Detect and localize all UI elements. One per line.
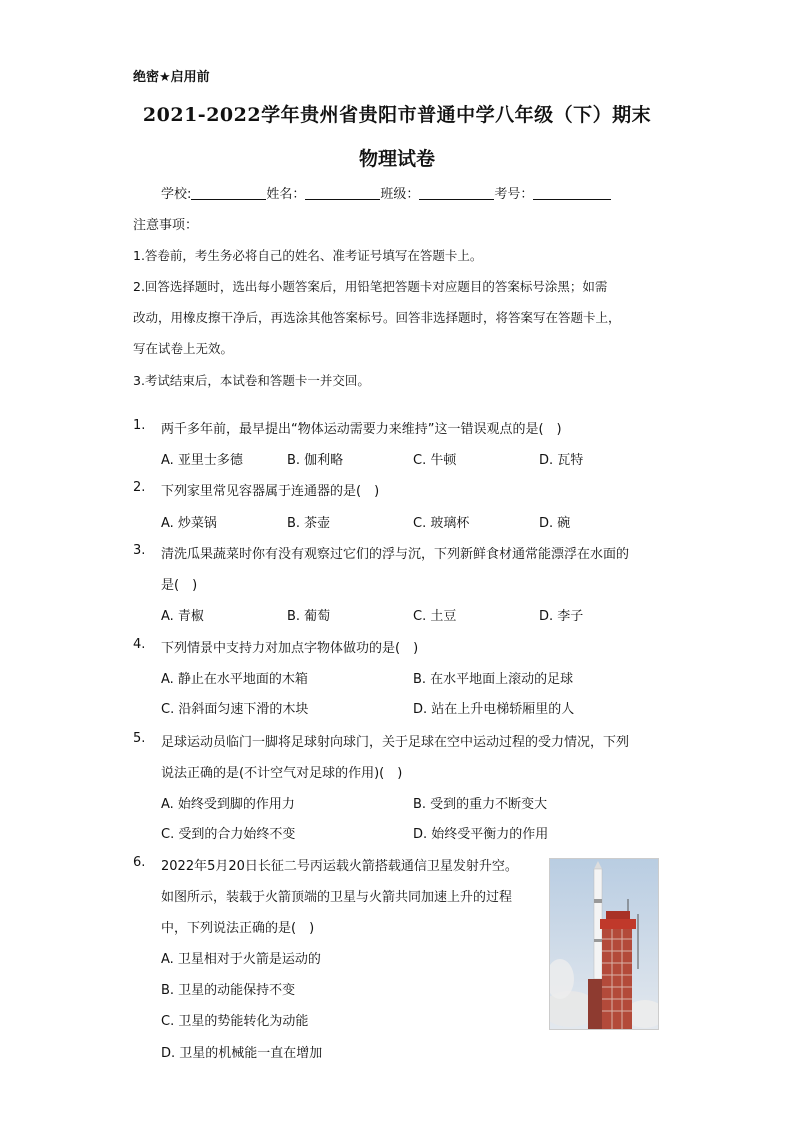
option-c: C. 沿斜面匀速下滑的木块 xyxy=(161,702,309,717)
question-number: 2. xyxy=(133,480,146,495)
option-c: C. 牛顿 xyxy=(413,453,457,468)
option-b: B. 在水平地面上滚动的足球 xyxy=(413,672,574,687)
question-text-cont: 如图所示，装载于火箭顶端的卫星与火箭共同加速上升的过程 xyxy=(161,890,513,905)
option-a: A. 青椒 xyxy=(161,609,204,624)
option-a: A. 卫星相对于火箭是运动的 xyxy=(161,952,321,967)
exam-no-blank[interactable] xyxy=(533,186,611,200)
question-text: 下列情景中支持力对加点字物体做功的是( ) xyxy=(161,641,419,656)
question-text: 2022年5月20日长征二号丙运载火箭搭载通信卫星发射升空。 xyxy=(161,859,518,874)
question-number: 1. xyxy=(133,418,146,433)
rocket-illustration xyxy=(550,859,658,1029)
exam-title: 2021-2022学年贵州省贵阳市普通中学八年级（下）期末 xyxy=(142,104,652,126)
name-blank[interactable] xyxy=(305,186,380,200)
option-a: A. 始终受到脚的作用力 xyxy=(161,797,295,812)
option-d: D. 瓦特 xyxy=(539,453,584,468)
option-a: A. 静止在水平地面的木箱 xyxy=(161,672,308,687)
exam-no-label: 考号： xyxy=(494,187,534,202)
option-b: B. 葡萄 xyxy=(287,609,331,624)
question-text: 两千多年前，最早提出“物体运动需要力来维持”这一错误观点的是( ) xyxy=(161,422,562,437)
option-b: B. 伽利略 xyxy=(287,453,344,468)
option-d: D. 始终受平衡力的作用 xyxy=(413,827,549,842)
notice-item-2-line-3: 写在试卷上无效。 xyxy=(133,341,234,356)
question-text: 清洗瓜果蔬菜时你有没有观察过它们的浮与沉，下列新鲜食材通常能漂浮在水面的 xyxy=(161,547,630,562)
question-text: 下列家里常见容器属于连通器的是( ) xyxy=(161,484,380,499)
notice-item-3: 3.考试结束后，本试卷和答题卡一并交回。 xyxy=(133,373,370,388)
option-b: B. 卫星的动能保持不变 xyxy=(161,983,296,998)
notice-item-2-line-2: 改动，用橡皮擦干净后，再选涂其他答案标号。回答非选择题时，将答案写在答题卡上， xyxy=(133,310,621,325)
question-number: 5. xyxy=(133,731,146,746)
name-label: 姓名： xyxy=(266,187,306,202)
option-b: B. 受到的重力不断变大 xyxy=(413,797,548,812)
question-text: 足球运动员临门一脚将足球射向球门，关于足球在空中运动过程的受力情况，下列 xyxy=(161,735,630,750)
notice-item-1: 1.答卷前，考生务必将自己的姓名、准考证号填写在答题卡上。 xyxy=(133,248,483,263)
option-a: A. 亚里士多德 xyxy=(161,453,243,468)
exam-subtitle: 物理试卷 xyxy=(358,148,435,170)
class-label: 班级： xyxy=(380,187,420,202)
question-text-cont: 说法正确的是(不计空气对足球的作用)( ) xyxy=(161,766,403,781)
school-label: 学校: xyxy=(161,187,192,202)
notice-title: 注意事项： xyxy=(133,218,199,233)
question-text-cont: 是( ) xyxy=(161,578,198,593)
school-blank[interactable] xyxy=(191,186,266,200)
question-number: 3. xyxy=(133,543,146,558)
option-a: A. 炒菜锅 xyxy=(161,516,217,531)
info-fields xyxy=(161,183,611,202)
question-text-cont: 中，下列说法正确的是( ) xyxy=(161,921,315,936)
question-number: 4. xyxy=(133,637,146,652)
rocket-launch-photo xyxy=(549,858,659,1030)
option-c: C. 受到的合力始终不变 xyxy=(161,827,296,842)
option-c: C. 土豆 xyxy=(413,609,457,624)
option-d: D. 李子 xyxy=(539,609,584,624)
question-number: 6. xyxy=(133,855,146,870)
confidential-label: 绝密★启用前 xyxy=(133,70,210,85)
notice-item-2-line-1: 2.回答选择题时，选出每小题答案后，用铅笔把答题卡对应题目的答案标号涂黑；如需 xyxy=(133,279,608,294)
option-c: C. 玻璃杯 xyxy=(413,516,470,531)
option-c: C. 卫星的势能转化为动能 xyxy=(161,1014,309,1029)
option-b: B. 茶壶 xyxy=(287,516,331,531)
option-d: D. 碗 xyxy=(539,516,571,531)
option-d: D. 站在上升电梯轿厢里的人 xyxy=(413,702,575,717)
option-d: D. 卫星的机械能一直在增加 xyxy=(161,1046,323,1061)
class-blank[interactable] xyxy=(419,186,494,200)
